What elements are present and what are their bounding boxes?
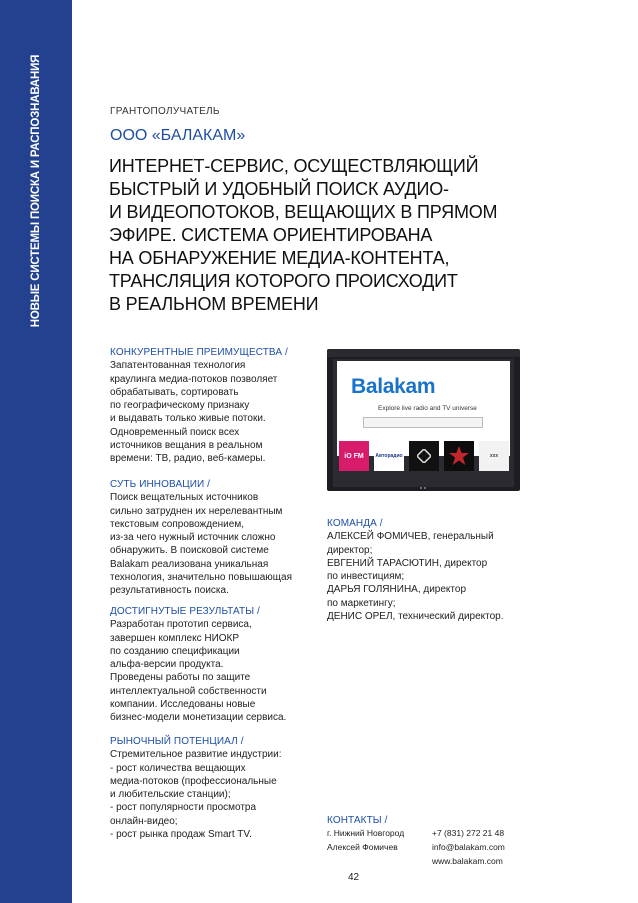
team-title: КОМАНДА / (327, 518, 383, 529)
advantages-line: Одновременный поиск всех (110, 426, 240, 438)
headline-line: И ВИДЕОПОТОКОВ, ВЕЩАЮЩИХ В ПРЯМОМ (109, 202, 498, 222)
channel-carousel (339, 441, 508, 471)
site-tagline: Explore live radio and TV universe (378, 405, 477, 412)
potential-line: - рост рынка продаж Smart TV. (110, 829, 252, 841)
potential-line: и любительские станции); (110, 789, 231, 801)
site-search-box (363, 417, 483, 428)
advantages-line: краулинга медиа-потоков позволяет (110, 373, 278, 385)
contact-person: Алексей Фомичев (327, 842, 398, 852)
advantages-line: источников вещания в реальном (110, 440, 263, 452)
potential-line: Стремительное развитие индустрии: (110, 749, 282, 761)
headline-line: ЭФИРЕ. СИСТЕМА ОРИЕНТИРОВАНА (109, 225, 433, 245)
carousel-dots (420, 476, 430, 479)
headline-line: ТРАНСЛЯЦИЯ КОТОРОГО ПРОИСХОДИТ (109, 271, 458, 291)
results-line: по созданию спецификации (110, 645, 240, 657)
innovation-line: текстовым сопровождением, (110, 518, 244, 530)
innovation-line: сильно затруднен их нерелевантным (110, 505, 283, 517)
innovation-section (110, 478, 292, 598)
results-line: завершен комплекс НИОКР (110, 632, 240, 644)
team-section (327, 517, 504, 623)
contact-email[interactable]: info@balakam.com (432, 842, 505, 852)
team-line: ЕВГЕНИЙ ТАРАСЮТИН, директор (327, 557, 488, 569)
channel-tile: Авторадио (374, 441, 404, 471)
team-line: АЛЕКСЕЙ ФОМИЧЕВ, генеральный (327, 531, 494, 543)
channel-tile (409, 441, 439, 471)
advantages-title: КОНКУРЕНТНЫЕ ПРЕИМУЩЕСТВА / (110, 347, 288, 358)
grantee-label: ГРАНТОПОЛУЧАТЕЛЬ (110, 106, 220, 117)
potential-title: РЫНОЧНЫЙ ПОТЕНЦИАЛ / (110, 736, 244, 747)
company-name: ООО «БАЛАКАМ» (110, 127, 246, 144)
headline-line: ИНТЕРНЕТ-СЕРВИС, ОСУЩЕСТВЛЯЮЩИЙ (109, 156, 479, 176)
advantages-line: и выдавать только живые потоки. (110, 413, 266, 425)
results-section (110, 605, 286, 725)
potential-line: - рост популярности просмотра (110, 802, 257, 814)
potential-section (110, 735, 281, 841)
contact-phone[interactable]: +7 (831) 272 21 48 (432, 828, 505, 838)
section-title-vertical: НОВЫЕ СИСТЕМЫ ПОИСКА И РАСПОЗНАВАНИЯ (30, 54, 42, 328)
team-line: по маркетингу; (327, 597, 396, 609)
sidebar-band (0, 0, 72, 903)
advantages-section (110, 346, 288, 466)
headline-line: В РЕАЛЬНОМ ВРЕМЕНИ (109, 294, 319, 314)
potential-line: - рост количества вещающих (110, 762, 246, 774)
channel-tile (444, 441, 474, 471)
results-line: альфа-версии продукта. (110, 659, 224, 671)
advantages-line: обрабатывать, сортировать (110, 386, 239, 398)
team-line: по инвестициям; (327, 571, 405, 583)
product-screenshot (327, 349, 520, 491)
innovation-line: обнаружить. В поисковой системе (110, 545, 269, 557)
channel-emblem-icon (417, 449, 431, 463)
results-line: интеллектуальной собственности (110, 685, 267, 697)
contact-city: г. Нижний Новгород (327, 828, 405, 838)
potential-line: онлайн-видео; (110, 815, 178, 827)
contacts-title: КОНТАКТЫ / (327, 815, 388, 826)
advantages-line: Запатентованная технология (110, 360, 246, 372)
innovation-line: Поиск вещательных источников (110, 492, 259, 504)
innovation-title: СУТЬ ИННОВАЦИИ / (110, 479, 211, 490)
contacts-left (327, 826, 404, 854)
innovation-line: результативность поиска. (110, 585, 229, 597)
headline (109, 155, 549, 316)
advantages-line: времени: ТВ, радио, веб-камеры. (110, 453, 266, 465)
innovation-line: из-за чего нужный источник сложно (110, 532, 276, 544)
results-title: ДОСТИГНУТЫЕ РЕЗУЛЬТАТЫ / (110, 606, 260, 617)
contact-website[interactable]: www.balakam.com (432, 856, 503, 866)
innovation-line: технология, значительно повышающая (110, 572, 293, 584)
advantages-line: по географическому признаку (110, 400, 250, 412)
headline-line: НА ОБНАРУЖЕНИЕ МЕДИА-КОНТЕНТА, (109, 248, 450, 268)
channel-tile: xxx (479, 441, 509, 471)
results-line: Проведены работы по защите (110, 672, 251, 684)
headline-line: БЫСТРЫЙ И УДОБНЫЙ ПОИСК АУДИО- (109, 179, 449, 199)
results-line: бизнес-модели монетизации сервиса. (110, 712, 287, 724)
balakam-logo: Balakam (351, 375, 436, 398)
browser-toolbar (327, 349, 520, 357)
results-line: компании. Исследованы новые (110, 699, 256, 711)
team-line: ДЕНИС ОРЕЛ, технический директор. (327, 611, 504, 623)
potential-line: медиа-потоков (профессиональные (110, 775, 277, 787)
channel-tile: iO FM (339, 441, 369, 471)
team-line: ДАРЬЯ ГОЛЯНИНА, директор (327, 584, 467, 596)
innovation-line: Balakam реализована уникальная (110, 558, 269, 570)
contacts-right (432, 826, 505, 868)
page-number: 42 (348, 872, 360, 883)
results-line: Разработан прототип сервиса, (110, 619, 252, 631)
team-line: директор; (327, 544, 373, 556)
red-star-icon (448, 445, 470, 467)
